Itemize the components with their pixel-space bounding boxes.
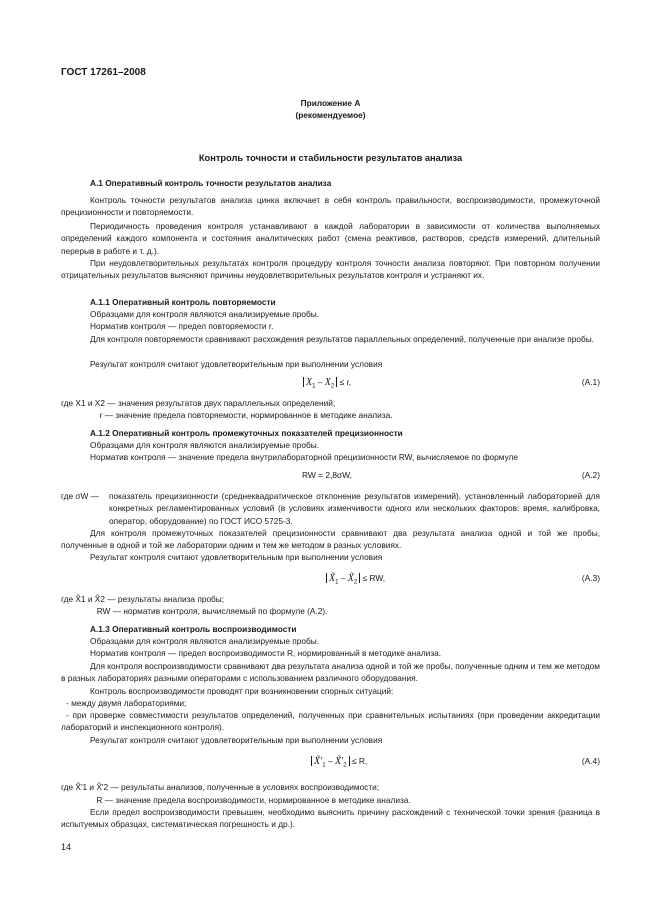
- a13-where-2-text: значение предела воспроизводимости, нормированное в методике анализа.: [115, 795, 411, 805]
- equation-a2-body: RW = 2,8σW,: [302, 470, 352, 480]
- equation-a1-number: (А.1): [581, 377, 600, 387]
- a13-where-1-symbols: где X̃′1 и X̃′2 —: [61, 782, 119, 792]
- a11-line-2: Норматив контроля — предел повторяемости r.: [90, 321, 274, 331]
- a12-where-1-text: показатель прецизионности (среднеквадратическое отклонение результатов измерений), установленный лабораторией для конкретных регламентированных условий (в условиях изменчивости одного или нескольких факторов: время, калибровка, оператор, оборудование) по ГОСТ ИСО 5725-3.: [109, 491, 600, 526]
- appendix-title: Приложение А: [300, 98, 361, 108]
- a12-where-3-text: норматив контроля, вычисляемый по формуле (А.2).: [123, 606, 328, 616]
- equation-a4-number: (А.4): [581, 756, 600, 766]
- a13-line-2: Норматив контроля — предел воспроизводимости R, нормированный в методике анализа.: [90, 648, 442, 658]
- a1-paragraph-3: При неудовлетворительных результатах контроля процедуру контроля точности анализа повторяют. При повторном получении отрицательных результатов выясняют причины неудовлетворительных результатов контроля и устраняют их.: [61, 258, 600, 281]
- a13-line-1: Образцами для контроля являются анализируемые пробы.: [90, 636, 320, 646]
- a13-condition: Результат контроля считают удовлетворительным при выполнении условия: [90, 735, 383, 745]
- a13-list-item-1: - между двумя лабораториями;: [66, 698, 187, 708]
- a12-where-1-symbol: где σW —: [61, 491, 99, 501]
- equation-a3: $X̃_1$ – $X̃_2$ ≤ RW, (А.3): [61, 573, 600, 587]
- a12-where-3: [61, 605, 600, 617]
- a13-paragraph-3: Если предел воспроизводимости превышен, необходимо выяснить причину расхождений с технической точки зрения (разница в испытуемых образцах, систематическая погрешность и др.).: [61, 807, 600, 830]
- a11-where-1-symbols: где X1 и X2 —: [61, 398, 116, 408]
- equation-a1-rhs: ≤ r,: [339, 377, 352, 387]
- a12-heading: А.1.2 Оперативный контроль промежуточных показателей прецизионности: [90, 428, 403, 438]
- a13-list-item-2: - при проверке совместимости результатов определений, полученных при сравнительных испытаниях (при проведении аккредитации лабораторий и инспекционного контроля).: [61, 710, 600, 733]
- a13-paragraph-1: Для контроля воспроизводимости сравнивают два результата анализа одной и той же пробы, полученные одним и тем же методом в разных лабораториях разными операторами с использованием различного оборудования.: [61, 661, 600, 684]
- a13-where-2-symbol: R —: [96, 795, 113, 805]
- document-header-id: ГОСТ 17261–2008: [61, 67, 146, 78]
- a12-where-3-symbol: RW —: [96, 606, 121, 616]
- a12-line-2: Норматив контроля — значение предела внутрилабораторной прецизионности RW, вычисляемое по формуле: [90, 452, 519, 462]
- equation-a1: $X_1 - X_2 \le r$, (А.1): [61, 377, 600, 391]
- appendix-note: (рекомендуемое): [295, 110, 366, 120]
- a12-condition: Результат контроля считают удовлетворительным при выполнении условия: [90, 552, 383, 562]
- a11-where-1-text: значения результатов двух параллельных определений;: [117, 398, 336, 408]
- equation-a2: [61, 470, 600, 484]
- a13-where-1-text: результаты анализов, полученные в условиях воспроизводимости;: [120, 782, 380, 792]
- a1-paragraph-2: Периодичность проведения контроля устанавливают в каждой лаборатории в зависимости от количества выполняемых определений каждого компонента и состояния аналитических работ (смена реактивов, растворов, средств измерений, длительный перерыв в работе и т. д.).: [61, 221, 600, 256]
- equation-a4: $X̃'_1$ – $X̃'_2 \le R$, (А.4): [61, 756, 600, 770]
- a11-where-2-text: значение предела повторяемости, нормированное в методике анализа.: [115, 410, 393, 420]
- a11-line-1: Образцами для контроля являются анализируемые пробы.: [90, 309, 320, 319]
- a11-heading: А.1.1 Оперативный контроль повторяемости: [90, 297, 276, 307]
- a13-where-2: [61, 794, 600, 806]
- a1-heading: А.1 Оперативный контроль точности результатов анализа: [90, 178, 332, 188]
- a11-where-2-symbol: r —: [99, 410, 113, 420]
- a12-where-2-symbols: где X̃1 и X̃2 —: [61, 594, 116, 604]
- a11-where-1: [61, 397, 600, 409]
- section-title: Контроль точности и стабильности результатов анализа: [198, 153, 463, 163]
- equation-a3-rhs: ≤ RW,: [362, 573, 386, 583]
- equation-a3-number: (А.3): [581, 573, 600, 583]
- a1-paragraph-1: Контроль точности результатов анализа цинка включает в себя контроль правильности, воспроизводимости, промежуточной прецизионности и повторяемости.: [61, 195, 600, 218]
- a12-where-2: [61, 593, 600, 605]
- a12-where-1: [61, 490, 600, 527]
- a13-heading: А.1.3 Оперативный контроль воспроизводимости: [90, 624, 297, 634]
- page-number: 14: [61, 842, 72, 852]
- a13-paragraph-2: Контроль воспроизводимости проводят при возникновении спорных ситуаций:: [90, 686, 394, 696]
- equation-a4-rhs: ≤ R,: [351, 756, 368, 766]
- a11-condition: Результат контроля считают удовлетворительным при выполнении условия: [90, 359, 383, 369]
- a12-line-1: Образцами для контроля являются анализируемые пробы.: [90, 440, 320, 450]
- a11-where-2: [61, 409, 600, 421]
- a12-where-2-text: результаты анализа пробы;: [117, 594, 225, 604]
- a11-paragraph: Для контроля повторяемости сравнивают расхождения результатов параллельных определений, полученные при анализе пробы.: [90, 334, 594, 344]
- a13-where-1: [61, 781, 600, 793]
- equation-a2-number: (А.2): [581, 470, 600, 480]
- a12-paragraph: Для контроля промежуточных показателей прецизионности сравнивают два результата анализа одной и той же пробы, полученные в одной и той же лаборатории одним и тем же методом в разных условиях.: [61, 528, 600, 551]
